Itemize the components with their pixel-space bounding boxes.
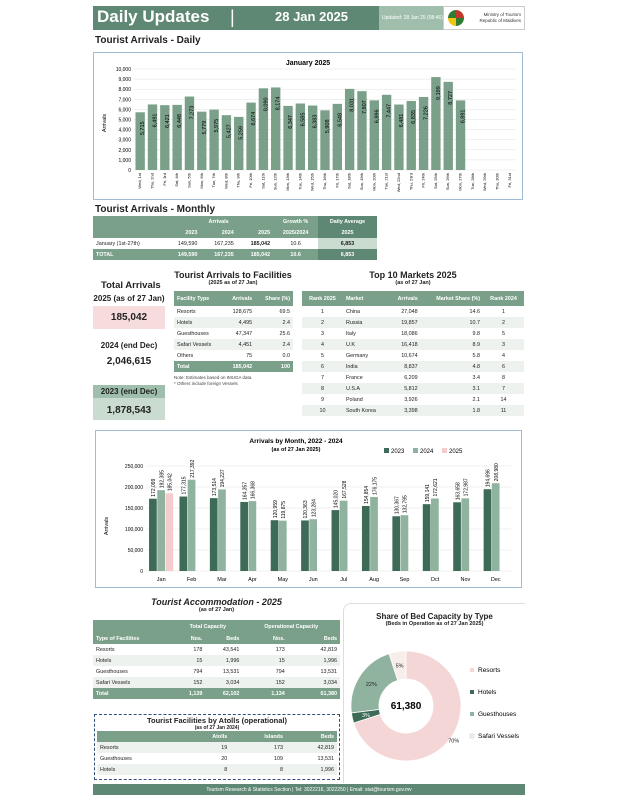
markets-table <box>302 291 524 416</box>
ministry-name: Ministry of Tourism <box>483 12 521 17</box>
daily-section-title: Tourist Arrivals - Daily <box>95 35 201 46</box>
daily-bar-label: 6,891 <box>460 109 467 124</box>
bar-value-label: 163,658 <box>455 482 462 501</box>
x-tick-label: Oct <box>430 577 440 583</box>
col-daily: 2025 <box>318 227 377 238</box>
daily-bar-label: 8,727 <box>448 90 455 105</box>
daily-bar-label: 6,491 <box>152 113 159 128</box>
header-banner <box>93 6 525 30</box>
daily-x-label: Sun, 5th <box>186 173 192 188</box>
ministry-republic: Republic of Maldives <box>479 18 521 23</box>
table-row: Resorts 178 43,541 173 42,819 <box>96 646 337 653</box>
daily-x-label: Mon, 6th <box>198 173 204 189</box>
daily-x-label: Mon, 20th <box>371 173 377 191</box>
mkt-col-rank2024: Rank 2024 <box>483 291 524 306</box>
legend-swatch <box>470 712 474 716</box>
x-tick-label: Jul <box>340 577 348 583</box>
atolls-box <box>94 714 340 780</box>
mkt-col-share: Market Share (%) <box>421 291 483 306</box>
daily-x-label: Sun, 12th <box>272 173 278 191</box>
daily-bar-label: 5,715 <box>140 121 147 136</box>
daily-bar <box>197 112 206 170</box>
daily-bar <box>320 110 329 170</box>
y-tick-label: 250,000 <box>124 464 143 470</box>
table-row: Guesthouses 20 109 13,531 <box>100 755 334 762</box>
y-tick-label: 2,000 <box>118 147 131 154</box>
total-2025-value: 185,042 <box>110 312 148 323</box>
markets-header <box>302 270 524 286</box>
y-tick-label: 6,000 <box>118 107 131 114</box>
daily-x-label: Tue, 21st <box>383 173 389 190</box>
daily-x-label: Fri, 24th <box>420 173 426 188</box>
table-row: 9 Poland 3,926 2.1 14 <box>320 396 507 403</box>
facilities-note: Note: Estimates based on IMUGA data. <box>174 375 253 380</box>
legend-swatch <box>470 668 474 672</box>
bed-capacity-panel <box>343 603 525 783</box>
x-tick-label: Dec <box>490 577 501 583</box>
header-date: 28 Jan 2025 <box>275 9 349 24</box>
daily-x-label: Tue, 28th <box>469 173 475 190</box>
table-row: January (1st-27th) 149,590 167,235 185,042 10.6 6,853 <box>93 238 377 249</box>
daily-bar <box>234 117 243 170</box>
bar-2023 <box>423 504 431 571</box>
bar-2024 <box>157 490 165 571</box>
atolls-table <box>97 731 337 775</box>
bar-2025 <box>165 493 173 571</box>
y-tick-label: 5,000 <box>118 117 131 124</box>
total-2024-value: 2,046,615 <box>106 356 152 367</box>
y-tick-label: 0 <box>128 168 131 174</box>
markets-title: Top 10 Markets 2025 <box>369 270 457 280</box>
x-tick-label: Jun <box>308 577 318 583</box>
donut-slice-label: 70% <box>448 738 460 745</box>
monthly-chart-frame <box>95 430 522 588</box>
atoll-col-islands: Islands <box>230 731 286 742</box>
atoll-col-atolls: Atolls <box>183 731 231 742</box>
daily-bar-label: 6,585 <box>300 112 307 127</box>
col-2024: 2024 <box>200 227 236 238</box>
legend-swatch <box>442 448 447 453</box>
bar-2024 <box>218 489 226 571</box>
bar-2023 <box>484 489 492 571</box>
table-total-row: Total 185,042 100 <box>174 361 293 372</box>
total-2025-label: 2025 (as of 27 Jan) <box>93 292 165 306</box>
x-tick-label: Jan <box>156 577 166 583</box>
daily-x-label: Thu, 30th <box>494 173 500 190</box>
daily-x-label: Sat, 4th <box>174 173 180 187</box>
accom-col-nos: Nos. <box>173 633 205 644</box>
x-tick-label: Nov <box>460 577 471 583</box>
daily-bar-label: 6,347 <box>288 115 295 129</box>
daily-x-label: Sat, 25th <box>432 173 438 190</box>
x-tick-label: Feb <box>186 577 197 583</box>
facilities-title: Tourist Arrivals to Facilities <box>174 270 292 280</box>
footer: Tourism Research & Statistics Section | Tel: 3022216, 3022250 | Email: stat@tourism.gov.mv <box>93 784 525 795</box>
daily-x-label: Sat, 11th <box>260 173 266 189</box>
bar-value-label: 130,367 <box>394 496 401 515</box>
donut-slice-label: 5% <box>395 663 404 670</box>
legend-label: 2024 <box>420 449 434 455</box>
facilities-table <box>174 291 293 372</box>
bar-2024 <box>370 497 378 571</box>
table-row: Safari Vessels 152 3,034 152 3,034 <box>93 677 340 688</box>
donut-slice-label: 22% <box>365 682 377 689</box>
y-tick-label: 0 <box>140 569 143 575</box>
bar-value-label: 217,392 <box>189 459 196 478</box>
bar-value-label: 172,621 <box>433 478 440 497</box>
bar-value-label: 173,514 <box>211 478 218 497</box>
daily-chart-title: January 2025 <box>285 60 331 67</box>
y-tick-label: 7,000 <box>118 97 131 104</box>
bar-2024 <box>340 501 348 571</box>
monthly-y-label: Arrivals <box>104 516 110 536</box>
x-tick-label: Aug <box>369 577 380 583</box>
accom-col-beds2: Beds <box>288 633 340 644</box>
daily-x-label: Fri, 31st <box>506 173 512 188</box>
table-row: Resorts 128,675 69.5 <box>177 308 290 315</box>
table-row: 6 India 8,837 4.8 6 <box>302 361 524 372</box>
daily-x-label: Wed, 15th <box>309 173 315 192</box>
legend-label: Resorts <box>478 667 501 674</box>
daily-bar <box>135 112 147 170</box>
bar-2024 <box>461 498 469 571</box>
legend-label: Guesthouses <box>478 711 517 718</box>
daily-x-label: Fri, 10th <box>248 173 254 188</box>
daily-x-label: Thu, 16th <box>322 173 327 190</box>
daily-x-label: Mon, 13th <box>285 173 291 191</box>
accom-header <box>93 597 340 613</box>
daily-bar-label: 6,383 <box>312 114 319 129</box>
monthly-daily-header: Daily Average <box>318 216 377 227</box>
bar-value-label: 166,368 <box>250 481 257 500</box>
daily-x-label: Wed, 29th <box>482 173 488 192</box>
monthly-chart-title: Arrivals by Month, 2022 - 2024 <box>249 438 343 445</box>
legend-label: Safari Vessels <box>478 733 520 740</box>
bar-2024 <box>188 480 196 571</box>
daily-bar <box>222 115 231 170</box>
accom-subtitle: (as of 27 Jan) <box>198 607 235 613</box>
x-tick-label: Sep <box>399 577 410 583</box>
daily-bar-label: 6,835 <box>411 110 418 124</box>
daily-bar-label: 8,031 <box>349 98 356 112</box>
total-2023-label: 2023 (end Dec) <box>93 385 165 398</box>
monthly-arrivals-header: Arrivals <box>164 216 273 227</box>
daily-x-label: Wed, 1st <box>137 173 143 189</box>
daily-x-label: Tue, 7th <box>211 173 217 188</box>
updated-stamp: Updated: 28 Jan 25 (08:46) <box>379 6 443 30</box>
bed-title: Share of Bed Capacity by Type <box>376 612 493 621</box>
total-2024-label: 2024 (end Dec) <box>100 341 158 350</box>
daily-bar-label: 6,548 <box>337 112 344 127</box>
monthly-table <box>93 216 377 260</box>
daily-bar-label: 6,674 <box>251 111 258 126</box>
col-2025: 2025 <box>237 227 273 238</box>
col-2023: 2023 <box>164 227 200 238</box>
table-total-row: TOTAL 149,590 167,235 185,042 10.6 6,853 <box>93 249 377 260</box>
fac-col-arrivals: Arrivals <box>223 291 255 306</box>
daily-bar-label: 5,908 <box>325 119 331 134</box>
atolls-subtitle: (as of 27 Jan 2024) <box>194 725 240 731</box>
daily-x-label: Sun, 19th <box>358 173 364 191</box>
accom-oper-header: Operational Capacity <box>242 620 340 633</box>
legend-label: 2023 <box>391 449 405 455</box>
monthly-blank-header <box>93 216 164 238</box>
daily-bar-label: 5,779 <box>201 120 208 135</box>
bar-value-label: 120,363 <box>303 500 310 519</box>
daily-bar-label: 5,975 <box>214 118 221 133</box>
donut-center-value: 61,380 <box>390 701 422 712</box>
y-tick-label: 1,000 <box>118 157 131 164</box>
accom-table <box>93 620 340 699</box>
daily-bar-label: 7,226 <box>423 106 430 120</box>
bar-value-label: 132,795 <box>402 495 409 514</box>
daily-bar-label: 6,421 <box>164 114 171 129</box>
markets-subtitle: (as of 27 Jan) <box>395 280 431 286</box>
table-row: Hotels 8 8 1,996 <box>97 764 337 775</box>
daily-x-label: Thu, 2nd <box>149 173 155 189</box>
daily-bar-label: 5,259 <box>238 126 245 140</box>
ministry-badge <box>443 6 525 30</box>
y-tick-label: 200,000 <box>124 485 143 491</box>
daily-y-label: Arrivals <box>102 113 108 133</box>
daily-bar-label: 7,807 <box>361 100 368 115</box>
bar-value-label: 185,042 <box>167 473 174 492</box>
total-2025-tile <box>93 292 165 329</box>
x-tick-label: Apr <box>248 577 257 583</box>
daily-chart-frame <box>93 52 523 200</box>
x-tick-label: Mar <box>217 577 227 583</box>
y-tick-label: 150,000 <box>124 506 143 512</box>
daily-x-label: Mon, 27th <box>457 173 463 191</box>
bar-value-label: 177,315 <box>181 476 188 495</box>
bar-2023 <box>332 510 340 571</box>
table-row: Guesthouses 47,347 25.6 <box>177 330 290 337</box>
bar-value-label: 145,020 <box>333 490 340 509</box>
table-row: 8 U.S.A 5,812 3.1 7 <box>302 383 524 394</box>
bed-capacity-donut <box>344 630 524 780</box>
facilities-note-others: * Others include foreign Vessels <box>174 381 238 386</box>
x-tick-label: May <box>277 577 289 583</box>
daily-x-label: Sun, 26th <box>445 173 451 191</box>
bar-2024 <box>249 501 257 571</box>
bar-2023 <box>271 520 279 571</box>
table-row: 7 France 6,209 3.4 8 <box>320 374 505 381</box>
monthly-chart-subtitle: (as of 27 Jan 2025) <box>271 447 321 453</box>
legend-label: 2025 <box>449 449 463 455</box>
legend-swatch <box>413 448 418 453</box>
daily-bar <box>209 110 221 170</box>
table-row: Guesthouses 794 13,531 794 13,531 <box>96 668 337 675</box>
legend-label: Hotels <box>478 689 497 696</box>
total-arrivals-title: Total Arrivals <box>101 280 161 291</box>
table-row: 4 U.K 16,418 8.9 3 <box>302 339 524 350</box>
donut-slice-label: 3% <box>362 712 370 719</box>
y-tick-label: 50,000 <box>127 548 143 554</box>
daily-arrivals-chart <box>94 53 522 199</box>
daily-x-label: Wed, 22nd <box>395 173 401 193</box>
total-2024-tile <box>93 340 165 375</box>
table-row: 5 Germany 10,674 5.8 4 <box>320 352 505 359</box>
table-row: Resorts 19 173 42,819 <box>97 742 337 753</box>
atoll-col-beds: Beds <box>286 731 337 742</box>
bar-value-label: 176,175 <box>372 476 379 496</box>
atolls-title: Tourist Facilities by Atolls (operational) <box>146 716 288 725</box>
mkt-col-market: Market <box>343 291 388 306</box>
table-row: 1 China 27,048 14.6 1 <box>320 308 505 315</box>
page-title: Daily Updates <box>97 7 210 26</box>
bar-2023 <box>301 520 309 571</box>
fac-col-type: Facility Type <box>174 291 223 306</box>
table-row: 3 Italy 18,086 9.8 5 <box>320 330 505 337</box>
y-tick-label: 9,000 <box>118 77 131 84</box>
monthly-arrivals-chart <box>96 431 521 587</box>
bar-2024 <box>279 521 287 571</box>
bar-value-label: 119,875 <box>281 500 288 519</box>
daily-bar-label: 8,090 <box>263 97 270 112</box>
y-tick-label: 8,000 <box>118 87 131 94</box>
daily-bar-label: 5,427 <box>226 124 233 139</box>
facilities-header <box>174 270 292 286</box>
bar-value-label: 194,227 <box>220 469 227 488</box>
y-tick-label: 10,000 <box>115 67 131 73</box>
total-2023-value: 1,878,543 <box>106 405 152 416</box>
bar-value-label: 154,854 <box>364 485 371 504</box>
table-row: Safari Vessels 4,451 2.4 <box>174 339 293 350</box>
daily-x-label: Tue, 14th <box>297 173 303 190</box>
y-tick-label: 4,000 <box>118 127 131 134</box>
bar-value-label: 208,980 <box>493 463 500 482</box>
daily-x-label: Wed, 8th <box>223 173 229 189</box>
legend-swatch <box>384 448 389 453</box>
daily-x-label: Fri, 17th <box>334 172 340 188</box>
accom-title: Tourist Accommodation - 2025 <box>151 597 282 607</box>
table-row: 10 South Korea 3,398 1.8 11 <box>302 405 524 416</box>
accom-col-beds: Beds <box>205 633 242 644</box>
table-row: 2 Russia 19,857 10.7 2 <box>302 317 524 328</box>
col-growth: 2025/2024 <box>273 227 318 238</box>
daily-bar-label: 9,199 <box>435 86 442 100</box>
daily-bar-label: 6,448 <box>177 113 184 128</box>
daily-x-label: Fri, 3rd <box>161 173 167 186</box>
bar-value-label: 164,357 <box>242 481 249 500</box>
table-total-row: Total 1,139 62,102 1,134 61,380 <box>93 688 340 699</box>
bar-2023 <box>453 502 461 571</box>
bar-value-label: 192,385 <box>159 470 166 489</box>
daily-bar-label: 6,481 <box>398 113 405 128</box>
bar-2023 <box>392 516 400 571</box>
accom-col-nos2: Nos. <box>242 633 287 644</box>
title-separator: | <box>230 7 235 27</box>
daily-bar-label: 7,273 <box>189 105 196 120</box>
mkt-col-rank: Rank 2025 <box>302 291 343 306</box>
mkt-col-arrivals: Arrivals <box>388 291 421 306</box>
bar-value-label: 172,987 <box>463 478 470 497</box>
daily-bar-label: 6,896 <box>374 109 381 124</box>
bar-2023 <box>240 502 248 571</box>
bar-2024 <box>431 498 439 571</box>
bar-value-label: 123,284 <box>311 499 318 518</box>
daily-x-label: Thu, 9th <box>235 173 241 188</box>
bed-subtitle: (Beds in Operation as of 27 Jan 2025) <box>385 621 484 627</box>
facilities-notes <box>174 375 253 387</box>
y-tick-label: 3,000 <box>118 137 131 144</box>
bar-2024 <box>401 515 409 571</box>
bar-2023 <box>149 499 157 571</box>
bar-value-label: 120,959 <box>272 500 279 519</box>
bar-value-label: 159,141 <box>424 484 431 503</box>
bar-2024 <box>492 483 500 571</box>
table-row: Hotels 15 1,996 15 1,996 <box>93 655 340 666</box>
monthly-section-title: Tourist Arrivals - Monthly <box>95 204 216 215</box>
daily-x-label: Sat, 18th <box>346 173 352 190</box>
table-row: Others 75 0.0 <box>177 352 290 359</box>
legend-swatch <box>470 734 474 738</box>
monthly-growth-header: Growth % <box>273 216 318 227</box>
total-2023-tile <box>93 385 165 420</box>
bar-value-label: 194,696 <box>485 469 492 488</box>
accom-col-type: Type of Facilities <box>93 633 173 644</box>
bar-2023 <box>179 497 187 571</box>
daily-x-label: Thu, 23rd <box>408 173 414 191</box>
fac-col-share: Share (%) <box>255 291 293 306</box>
legend-swatch <box>470 690 474 694</box>
accom-total-header: Total Capacity <box>173 620 242 633</box>
bar-value-label: 167,528 <box>341 480 348 499</box>
ministry-emblem-icon <box>448 10 464 26</box>
y-tick-label: 100,000 <box>124 527 143 533</box>
bar-2023 <box>362 506 370 571</box>
daily-bar-label: 8,174 <box>275 96 282 111</box>
table-row: Hotels 4,495 2.4 <box>174 317 293 328</box>
facilities-subtitle: (2025 as of 27 Jan) <box>208 280 258 286</box>
bar-2023 <box>210 498 218 571</box>
daily-bar-label: 7,447 <box>386 103 393 118</box>
bar-value-label: 172,099 <box>151 478 158 497</box>
bar-2024 <box>309 519 317 571</box>
